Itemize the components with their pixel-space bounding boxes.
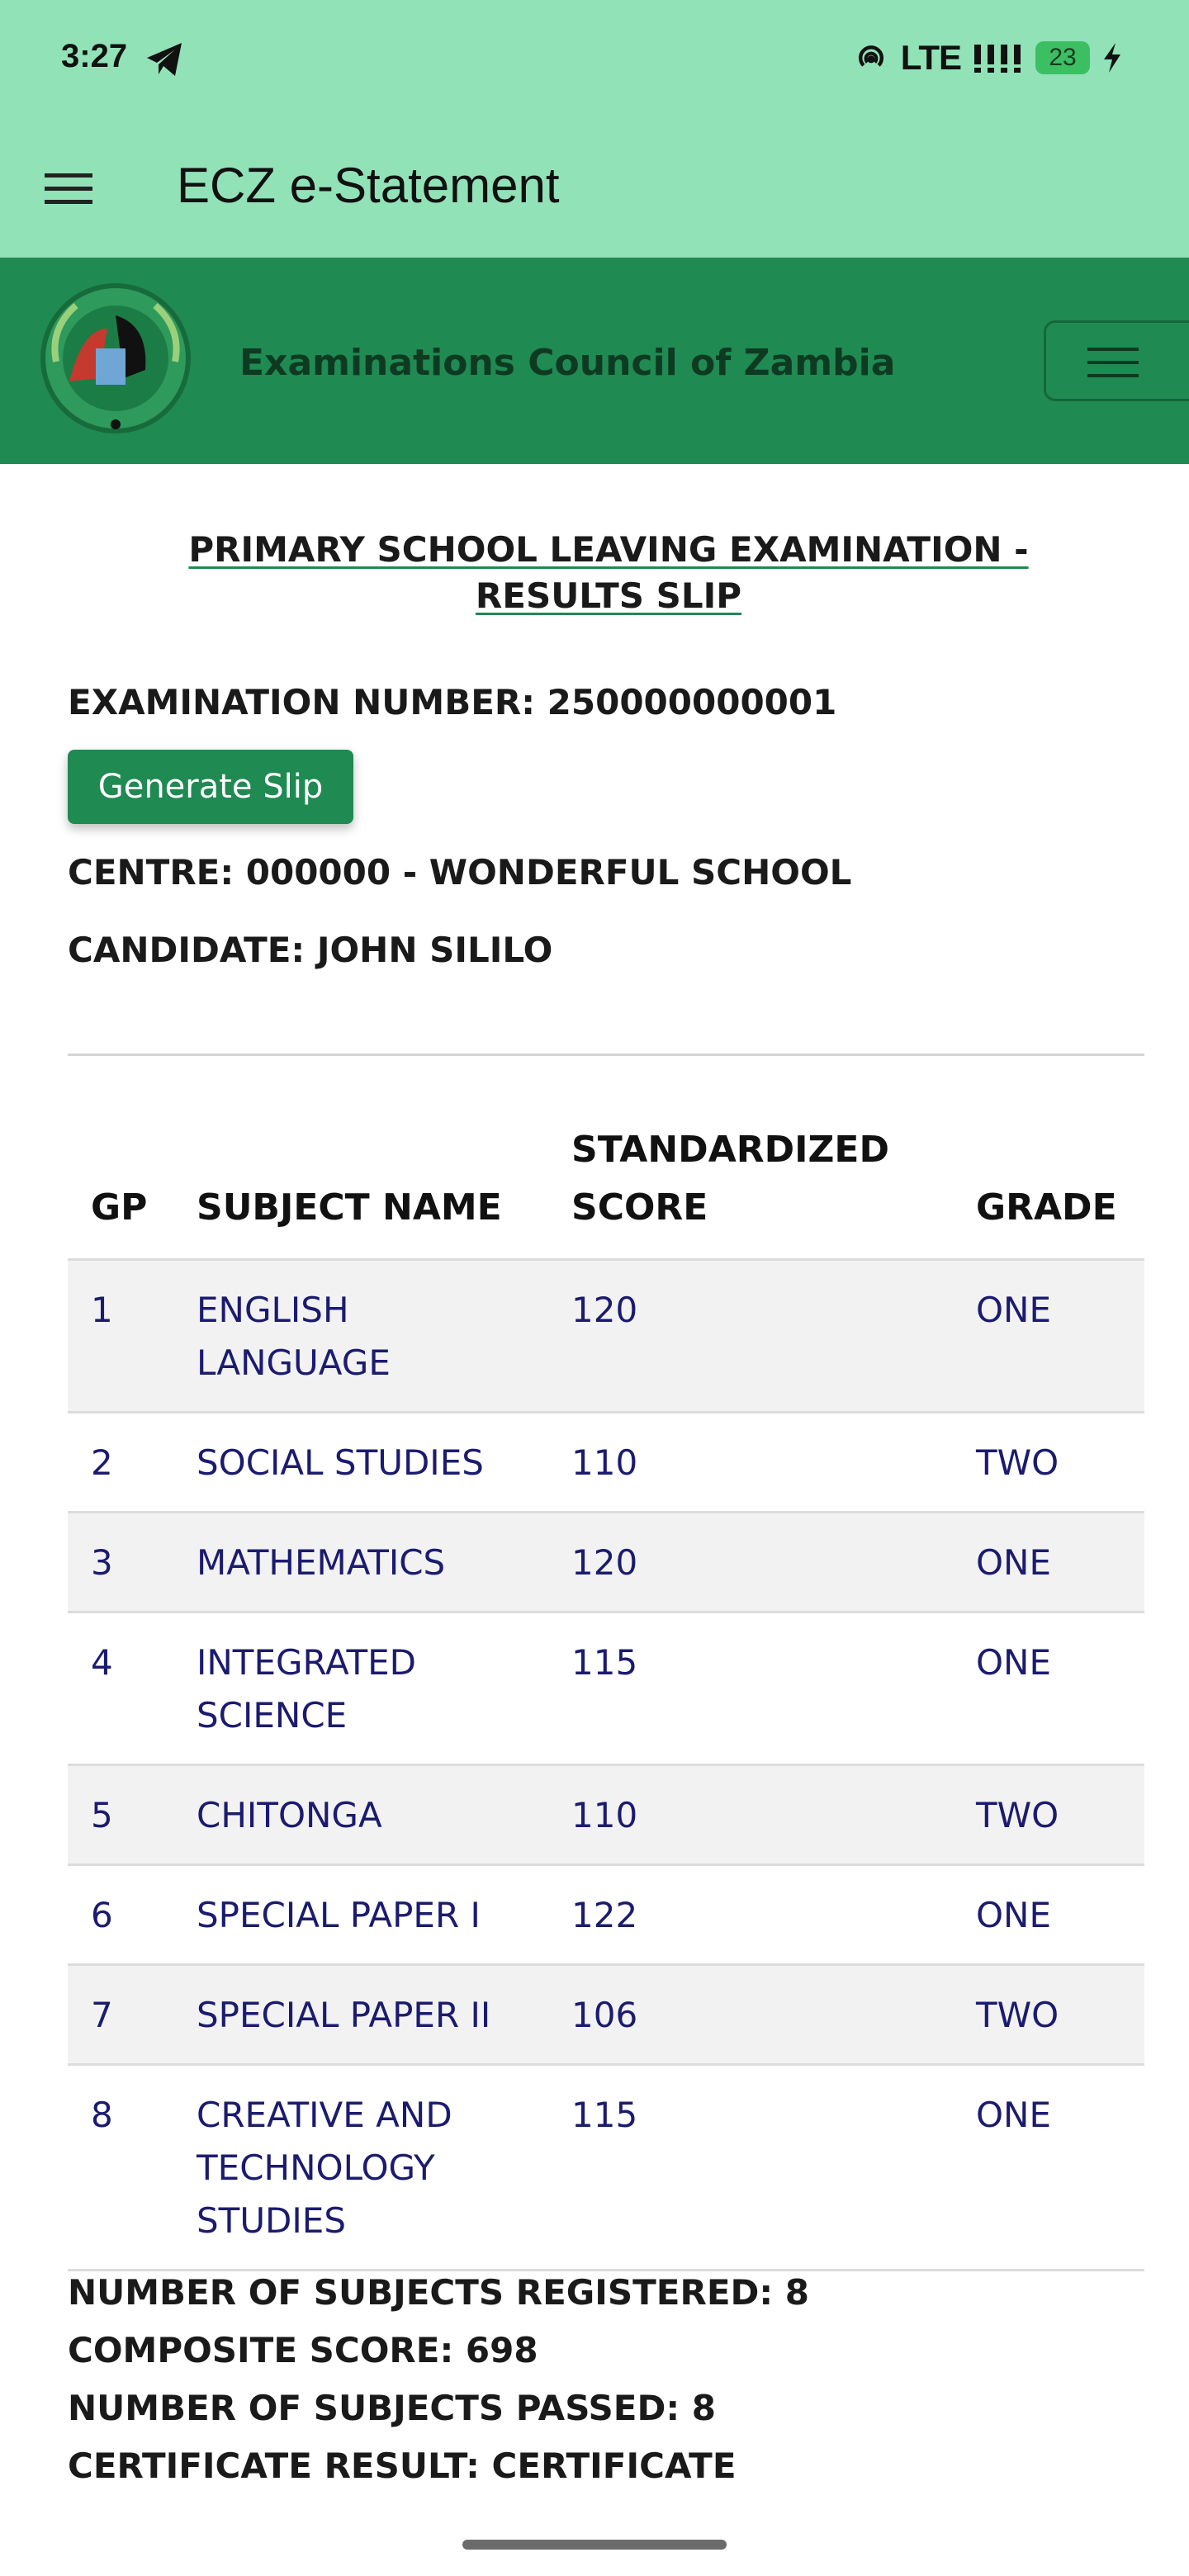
table-row bbox=[68, 1612, 1144, 1765]
cell-subject: ENGLISH LANGUAGE bbox=[173, 1260, 548, 1413]
hotspot-icon bbox=[853, 40, 889, 76]
home-indicator[interactable] bbox=[462, 2540, 727, 2550]
cell-gp: 2 bbox=[68, 1413, 173, 1513]
cell-subject: INTEGRATED SCIENCE bbox=[173, 1612, 548, 1765]
hamburger-icon bbox=[1087, 344, 1139, 381]
cell-grade: ONE bbox=[953, 1513, 1144, 1612]
site-header bbox=[0, 258, 1189, 464]
cell-gp: 4 bbox=[68, 1612, 173, 1765]
header-grade: GRADE bbox=[976, 1186, 1117, 1229]
battery-icon: 23 bbox=[1035, 41, 1090, 74]
cell-score: 120 bbox=[548, 1260, 953, 1413]
divider bbox=[68, 1054, 1144, 1056]
cell-gp: 3 bbox=[68, 1513, 173, 1612]
status-bar bbox=[0, 0, 1189, 124]
table-row bbox=[68, 1413, 1144, 1513]
cell-score: 110 bbox=[548, 1765, 953, 1865]
cell-score: 106 bbox=[548, 1965, 953, 2065]
cell-subject: SOCIAL STUDIES bbox=[173, 1413, 548, 1513]
subjects-passed: NUMBER OF SUBJECTS PASSED: 8 bbox=[68, 2388, 716, 2428]
status-time: 3:27 bbox=[61, 38, 128, 74]
network-type-label: LTE bbox=[900, 38, 961, 77]
cell-gp: 1 bbox=[68, 1260, 173, 1413]
candidate-line: CANDIDATE: JOHN SILILO bbox=[68, 930, 553, 970]
cell-grade: ONE bbox=[953, 2065, 1144, 2271]
cell-score: 110 bbox=[548, 1413, 953, 1513]
certificate-result: CERTIFICATE RESULT: CERTIFICATE bbox=[68, 2446, 737, 2486]
nav-toggle-button[interactable] bbox=[1044, 320, 1189, 401]
cell-grade: ONE bbox=[953, 1260, 1144, 1413]
cell-grade: ONE bbox=[953, 1865, 1144, 1965]
slip-title: PRIMARY SCHOOL LEAVING EXAMINATION - RESULTS SLIP bbox=[188, 529, 1029, 616]
cell-subject: SPECIAL PAPER I bbox=[173, 1865, 548, 1965]
charging-bolt-icon bbox=[1101, 41, 1123, 74]
header-score: STANDARDIZED SCORE bbox=[571, 1129, 889, 1229]
cell-subject: CHITONGA bbox=[173, 1765, 548, 1865]
cell-subject: SPECIAL PAPER II bbox=[173, 1965, 548, 2065]
table-row bbox=[68, 1513, 1144, 1612]
table-row bbox=[68, 1765, 1144, 1865]
subjects-registered: NUMBER OF SUBJECTS REGISTERED: 8 bbox=[68, 2272, 810, 2313]
cell-gp: 6 bbox=[68, 1865, 173, 1965]
app-title: ECZ e-Statement bbox=[177, 158, 560, 213]
org-name: Examinations Council of Zambia bbox=[239, 342, 896, 384]
cell-score: 120 bbox=[548, 1513, 953, 1612]
status-icons bbox=[853, 35, 1123, 81]
table-header-row bbox=[68, 1111, 1144, 1260]
hamburger-icon[interactable] bbox=[45, 172, 92, 206]
header-subject: SUBJECT NAME bbox=[197, 1186, 502, 1229]
header-gp: GP bbox=[91, 1186, 148, 1229]
cell-score: 115 bbox=[548, 1612, 953, 1765]
table-row bbox=[68, 1260, 1144, 1413]
composite-score: COMPOSITE SCORE: 698 bbox=[68, 2330, 538, 2370]
cell-gp: 7 bbox=[68, 1965, 173, 2065]
app-bar bbox=[0, 124, 1189, 258]
cell-subject: MATHEMATICS bbox=[173, 1513, 548, 1612]
cell-score: 115 bbox=[548, 2065, 953, 2271]
cell-gp: 5 bbox=[68, 1765, 173, 1865]
exam-number: EXAMINATION NUMBER: 250000000001 bbox=[68, 682, 837, 722]
cell-grade: TWO bbox=[953, 1413, 1144, 1513]
cell-subject: CREATIVE AND TECHNOLOGY STUDIES bbox=[173, 2065, 548, 2271]
generate-slip-button[interactable]: Generate Slip bbox=[68, 750, 353, 824]
results-table bbox=[68, 1111, 1144, 2271]
table-row bbox=[68, 1965, 1144, 2065]
cell-grade: TWO bbox=[953, 1765, 1144, 1865]
cell-gp: 8 bbox=[68, 2065, 173, 2271]
cell-grade: TWO bbox=[953, 1965, 1144, 2065]
centre-line: CENTRE: 000000 - WONDERFUL SCHOOL bbox=[68, 852, 852, 893]
results-summary bbox=[68, 2264, 809, 2495]
telegram-icon bbox=[145, 41, 185, 78]
table-row bbox=[68, 2065, 1144, 2271]
signal-icon bbox=[973, 41, 1024, 74]
cell-score: 122 bbox=[548, 1865, 953, 1965]
ecz-logo bbox=[33, 279, 198, 444]
table-row bbox=[68, 1865, 1144, 1965]
cell-grade: ONE bbox=[953, 1612, 1144, 1765]
